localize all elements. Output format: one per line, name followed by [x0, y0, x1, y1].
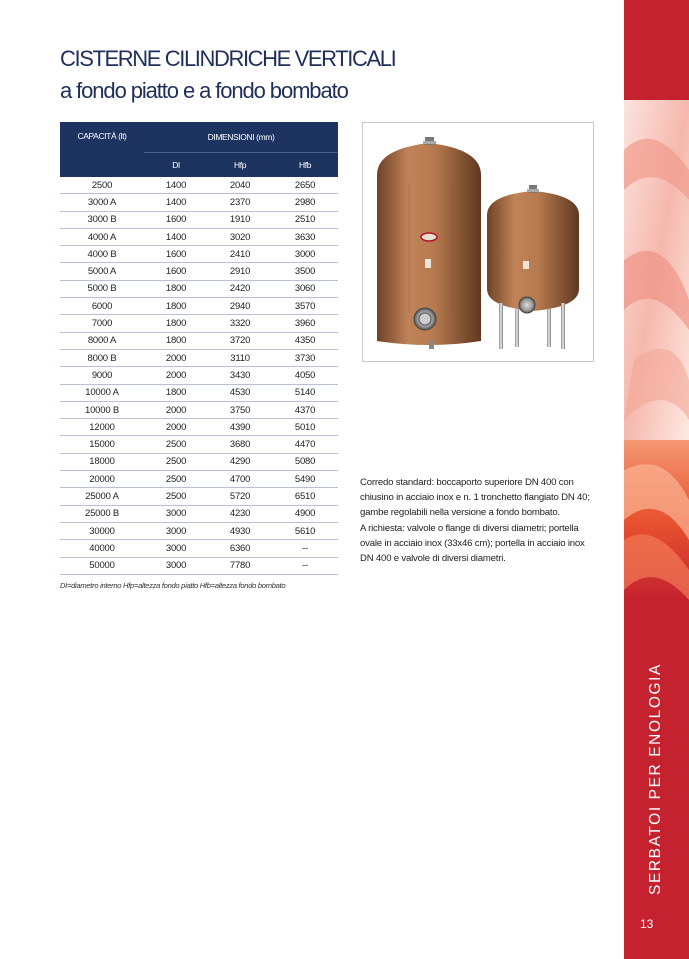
table-row	[60, 194, 338, 211]
cell-hfb: 4470	[272, 436, 338, 453]
cell-di: 2500	[144, 488, 208, 505]
cell-hfb: 3060	[272, 280, 338, 297]
cell-capacity: 10000 B	[60, 401, 144, 418]
table-row	[60, 332, 338, 349]
optional-equipment-text: A richiesta: valvole o flange di diversi diametri; portella ovale in acciaio inox (33x46 cm); portella in acciaio inox DN 400 e valvole di diversi diametri.	[360, 522, 585, 565]
cell-di: 2500	[144, 453, 208, 470]
page-subtitle: a fondo piatto e a fondo bombato	[60, 78, 348, 103]
cell-di: 1800	[144, 384, 208, 401]
cell-di: 3000	[144, 505, 208, 522]
table-row	[60, 557, 338, 574]
table-row	[60, 263, 338, 280]
cell-hfb: 5010	[272, 419, 338, 436]
table-row	[60, 228, 338, 245]
table-row	[60, 280, 338, 297]
cell-hfb: 3730	[272, 349, 338, 366]
table-row	[60, 401, 338, 418]
cell-di: 3000	[144, 540, 208, 557]
cell-di: 1400	[144, 194, 208, 211]
cell-di: 1400	[144, 177, 208, 194]
cell-hfp: 2370	[208, 194, 272, 211]
cell-hfp: 3750	[208, 401, 272, 418]
cell-di: 2500	[144, 471, 208, 488]
cell-hfp: 3110	[208, 349, 272, 366]
cell-di: 1800	[144, 298, 208, 315]
cell-capacity: 4000 B	[60, 246, 144, 263]
cell-hfp: 7780	[208, 557, 272, 574]
table-row	[60, 522, 338, 539]
cell-capacity: 15000	[60, 436, 144, 453]
cell-capacity: 30000	[60, 522, 144, 539]
table-footnote: DI=diametro interno Hfp=altezza fondo piatto Hfb=altezza fondo bombato	[60, 581, 286, 590]
cell-hfp: 2910	[208, 263, 272, 280]
cell-hfb: 2650	[272, 177, 338, 194]
cell-hfb: 3570	[272, 298, 338, 315]
cell-capacity: 6000	[60, 298, 144, 315]
table-row	[60, 453, 338, 470]
cell-hfb: 3000	[272, 246, 338, 263]
cell-hfb: 5610	[272, 522, 338, 539]
cell-capacity: 4000 A	[60, 228, 144, 245]
cell-capacity: 3000 B	[60, 211, 144, 228]
cell-capacity: 3000 A	[60, 194, 144, 211]
cell-capacity: 7000	[60, 315, 144, 332]
cell-di: 2000	[144, 367, 208, 384]
cell-hfb: 5140	[272, 384, 338, 401]
table-row	[60, 419, 338, 436]
cell-hfp: 3430	[208, 367, 272, 384]
page-title: CISTERNE CILINDRICHE VERTICALI	[60, 46, 396, 71]
cell-di: 1800	[144, 315, 208, 332]
cell-di: 2000	[144, 401, 208, 418]
cell-capacity: 18000	[60, 453, 144, 470]
cell-hfb: 6510	[272, 488, 338, 505]
tank-photo	[362, 122, 594, 362]
cell-hfb: 4900	[272, 505, 338, 522]
cell-hfb: --	[272, 540, 338, 557]
cell-hfp: 5720	[208, 488, 272, 505]
cell-hfb: 4050	[272, 367, 338, 384]
cell-hfb: 4370	[272, 401, 338, 418]
page-number: 13	[640, 917, 654, 931]
cell-hfb: 5080	[272, 453, 338, 470]
cell-capacity: 8000 B	[60, 349, 144, 366]
header-dimensions: DIMENSIONI (mm)	[144, 122, 338, 153]
table-row	[60, 488, 338, 505]
table-row	[60, 298, 338, 315]
cell-hfb: 4350	[272, 332, 338, 349]
header-hfp: Hfp	[208, 153, 272, 178]
small-tank	[487, 185, 579, 349]
cell-hfp: 2940	[208, 298, 272, 315]
table-row	[60, 315, 338, 332]
cell-hfp: 3320	[208, 315, 272, 332]
cell-di: 3000	[144, 557, 208, 574]
large-tank	[377, 137, 481, 349]
cell-hfp: 3720	[208, 332, 272, 349]
table-row	[60, 349, 338, 366]
table-row	[60, 177, 338, 194]
table-row	[60, 384, 338, 401]
cell-capacity: 12000	[60, 419, 144, 436]
sidebar	[624, 0, 689, 959]
cell-hfb: 3500	[272, 263, 338, 280]
header-capacity: CAPACITÀ (lt)	[60, 122, 144, 177]
table-row	[60, 436, 338, 453]
cell-capacity: 10000 A	[60, 384, 144, 401]
cell-hfp: 4930	[208, 522, 272, 539]
cell-hfp: 2410	[208, 246, 272, 263]
cell-hfp: 3680	[208, 436, 272, 453]
table-row	[60, 540, 338, 557]
cell-capacity: 8000 A	[60, 332, 144, 349]
cell-hfb: 2980	[272, 194, 338, 211]
cell-di: 2000	[144, 349, 208, 366]
cell-hfp: 4530	[208, 384, 272, 401]
cell-hfp: 3020	[208, 228, 272, 245]
cell-hfb: 3960	[272, 315, 338, 332]
cell-capacity: 9000	[60, 367, 144, 384]
cell-hfp: 6360	[208, 540, 272, 557]
cell-di: 1800	[144, 280, 208, 297]
table-row	[60, 246, 338, 263]
table-body	[60, 177, 338, 574]
cell-hfp: 2040	[208, 177, 272, 194]
table-row	[60, 211, 338, 228]
dimensions-table	[60, 122, 338, 575]
cell-capacity: 40000	[60, 540, 144, 557]
cell-capacity: 2500	[60, 177, 144, 194]
cell-hfp: 4390	[208, 419, 272, 436]
cell-hfp: 4700	[208, 471, 272, 488]
cell-di: 1400	[144, 228, 208, 245]
cell-di: 2000	[144, 419, 208, 436]
cell-hfb: 3630	[272, 228, 338, 245]
cell-di: 1600	[144, 211, 208, 228]
cell-capacity: 25000 A	[60, 488, 144, 505]
standard-equipment-text: Corredo standard: boccaporto superiore DN 400 con chiusino in acciaio inox e n. 1 tronchetto flangiato DN 40; gambe regolabili nella versione a fondo bombato.	[360, 477, 590, 519]
cell-di: 1800	[144, 332, 208, 349]
table-row	[60, 367, 338, 384]
cell-capacity: 5000 A	[60, 263, 144, 280]
cell-capacity: 5000 B	[60, 280, 144, 297]
cell-hfp: 4290	[208, 453, 272, 470]
cell-capacity: 20000	[60, 471, 144, 488]
sidebar-section-label: SERBATOI PER ENOLOGIA	[647, 663, 664, 895]
header-di: DI	[144, 153, 208, 178]
cell-capacity: 25000 B	[60, 505, 144, 522]
cell-hfp: 4230	[208, 505, 272, 522]
product-description	[360, 475, 598, 566]
table-row	[60, 505, 338, 522]
tanks-illustration	[363, 123, 593, 361]
cell-hfp: 1910	[208, 211, 272, 228]
cell-hfb: 5490	[272, 471, 338, 488]
cell-di: 1600	[144, 246, 208, 263]
cell-capacity: 50000	[60, 557, 144, 574]
cell-di: 2500	[144, 436, 208, 453]
cell-hfb: 2510	[272, 211, 338, 228]
cell-di: 3000	[144, 522, 208, 539]
table-row	[60, 471, 338, 488]
cell-di: 1600	[144, 263, 208, 280]
header-hfb: Hfb	[272, 153, 338, 178]
cell-hfp: 2420	[208, 280, 272, 297]
cell-hfb: --	[272, 557, 338, 574]
